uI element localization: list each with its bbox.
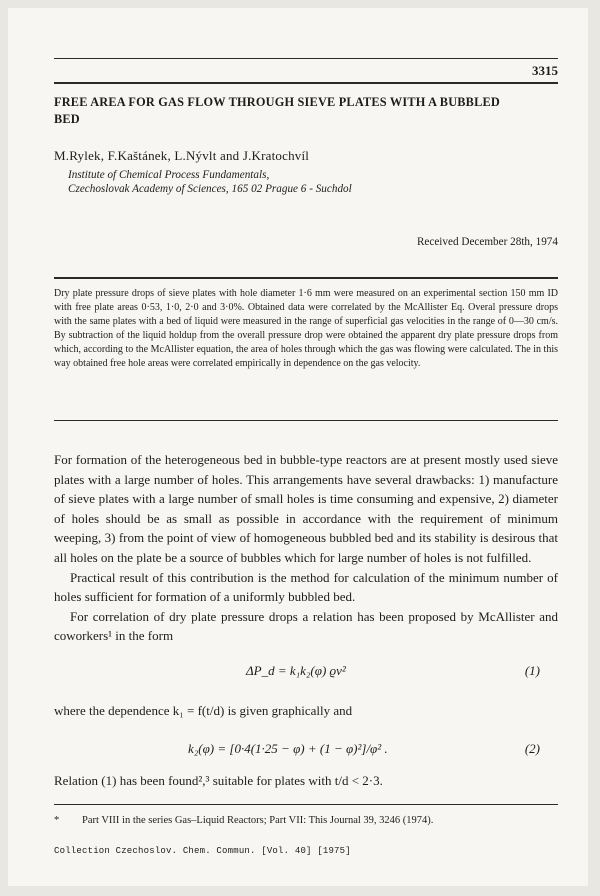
equation-2: k₂(φ) = [0·4(1·25 − φ) + (1 − φ)²]/φ² . [188, 741, 388, 756]
paragraph: Practical result of this contribution is the method for calculation of the minimum number of holes sufficient for formation of a uniformly bubbled bed. [54, 569, 558, 605]
page-number: 3315 [532, 63, 558, 78]
authors: M.Rylek, F.Kaštánek, L.Nývlt and J.Kratochvíl [54, 148, 310, 163]
institution [68, 168, 352, 196]
abstract-bottom-rule [54, 420, 558, 421]
institution-line: Institute of Chemical Process Fundamentals, [68, 169, 270, 181]
equation-2-number: (2) [524, 741, 540, 756]
journal-reference: Collection Czechoslov. Chem. Commun. [Vol. 40] [1975] [54, 846, 351, 856]
footnote-rule [54, 804, 558, 805]
body-text [54, 450, 558, 646]
abstract-top-rule [54, 277, 558, 279]
paper-page [8, 8, 588, 886]
paper-title: FREE AREA FOR GAS FLOW THROUGH SIEVE PLATES WITH A BUBBLED BED [54, 95, 500, 126]
header-rule [54, 82, 558, 84]
paragraph: For formation of the heterogeneous bed in bubble-type reactors are at present mostly used sieve plates with a large number of holes. This arrangements have several drawbacks: 1) manufacture of sieve plates with a large number of small holes is time consuming and expensive, 2) diameter of holes should be as small as possible in accordance with the requirement of minimum weeping, 3) from the point of view of homogeneous bubbled bed and its stability is desirous that all holes on the plate be a source of bubbles which for large number of holes is not fulfilled. [54, 452, 558, 565]
received-date: Received December 28th, 1974 [416, 236, 558, 248]
equation-1-followup: where the dependence k₁ = f(t/d) is given graphically and [54, 703, 353, 718]
equation-1: ΔP_d = k₁k₂(φ) ϱv² [246, 663, 346, 678]
institution-line: Czechoslovak Academy of Sciences, 165 02 Prague 6 - Suchdol [68, 183, 352, 195]
abstract: Dry plate pressure drops of sieve plates with hole diameter 1·6 mm were measured on an experimental section 150 mm ID with free plate areas 0·53, 1·0, 2·0 and 3·0%. Obtained data were correlated by the McAllister Eq. Overal pressure drops with the same plates with a bed of liquid were measured in the range of superficial gas velocities in the range of 0—30 cm/s. By subtraction of the liquid holdup from the overall pressure drop were obtained the apparent dry plate pressure drops from which, according to the McAllister equation, the area of holes through which the gas was flowing were calculated. The in this way obtained free hole areas were correlated empirically in dependence on the gas velocity. [54, 288, 558, 370]
footnote-text: Part VIII in the series Gas–Liquid Reactors; Part VII: This Journal 39, 3246 (1974). [82, 815, 434, 826]
footnote [54, 815, 558, 826]
footnote-marker: * [54, 815, 60, 826]
equation-1-number: (1) [524, 663, 540, 678]
relation-text: Relation (1) has been found²,³ suitable for plates with t/d < 2·3. [54, 773, 383, 788]
paragraph: For correlation of dry plate pressure drops a relation has been proposed by McAllister and coworkers¹ in the form [54, 608, 558, 644]
top-rule [54, 58, 558, 59]
